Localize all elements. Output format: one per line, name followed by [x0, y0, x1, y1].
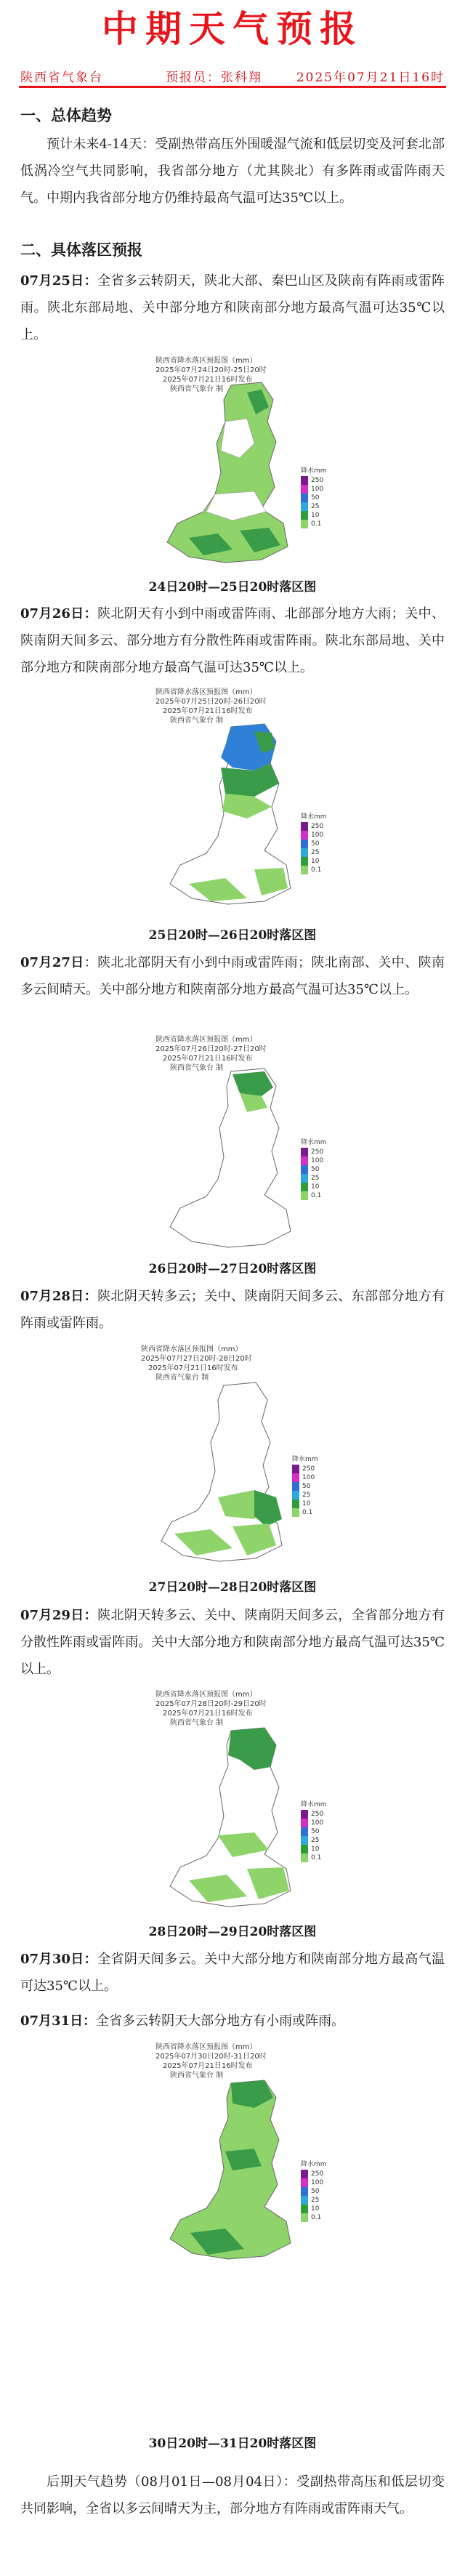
- map-legend: 降水mm 250 100 50 25 10 0.1: [301, 813, 327, 874]
- map-issue: 2025年07月21日16时发布: [163, 2062, 253, 2070]
- day-date: 07月28日：: [20, 1289, 98, 1304]
- header-divider: [19, 86, 446, 88]
- precip-map: [145, 2042, 334, 2275]
- day-date: 07月31日：: [20, 2013, 97, 2029]
- map-legend: [301, 465, 327, 528]
- map-legend: 降水mm 250 100 50 25 10 0.1: [301, 2161, 327, 2221]
- agency-label: 陕西省气象台: [20, 71, 103, 85]
- legend-row: 0.1: [301, 520, 327, 528]
- map-caption: 26日20时—27日20时落区图: [148, 1262, 317, 1276]
- day-text: 陕北阴天有小到中雨或雷阵雨、北部部分地方大雨；关中、陕南阴天间多云、部分地方有分散性阵雨或雷阵雨。陕北东部局地、关中部分地方和陕南部分地方最高气温可达35℃以上。: [20, 606, 445, 675]
- day-text: 陕北阴天转多云、关中、陕南阴天间多云，全省部分地方有分散性阵雨或雷阵雨。关中大部分地方和陕南部分地方最高气温可达35℃以上。: [20, 1608, 445, 1677]
- map-caption: 28日20时—29日20时落区图: [148, 1925, 317, 1939]
- map-caption: 25日20时—26日20时落区图: [148, 928, 317, 943]
- map-legend: 降水mm 250 100 50 25 10 0.1: [301, 1801, 327, 1861]
- header-meta: [20, 67, 445, 84]
- day-paragraph: [20, 2008, 445, 2034]
- outlook-paragraph: [20, 2468, 445, 2522]
- day-text: 全省多云转阴天，陕北大部、秦巴山区及陕南有阵雨或雷阵雨。陕北东部局地、关中部分地方和陕南部分地方最高气温可达35℃以上。: [20, 273, 445, 342]
- precip-map: [145, 1035, 334, 1253]
- map-period: 2025年07月28日20时-29日20时: [155, 1700, 267, 1708]
- map-agency: 陕西省气象台 制: [170, 1719, 224, 1727]
- map-issue: 2025年07月21日16时发布: [163, 707, 253, 715]
- map-title: 陕西省降水落区预报图（mm）: [155, 1691, 257, 1699]
- map-agency: 陕西省气象台 制: [170, 717, 224, 725]
- day-date: 07月29日：: [20, 1608, 98, 1623]
- map-legend: 降水mm 250 100 50 25 10 0.1: [292, 1456, 318, 1516]
- precip-map: [145, 688, 334, 920]
- map-issue: 2025年07月21日16时发布: [163, 1710, 253, 1718]
- day-paragraph: [20, 600, 445, 681]
- day-date: 07月27日: [20, 955, 84, 970]
- map-caption: 24日20时—25日20时落区图: [148, 580, 317, 595]
- map-agency: 陕西省气象台 制: [170, 385, 224, 393]
- day-text: 陕北阴天转多云；关中、陕南阴天间多云、东部部分地方有阵雨或雷阵雨。: [20, 1289, 445, 1331]
- shaanxi-map-26: [145, 688, 334, 920]
- precip-map: [145, 1690, 334, 1915]
- outlook-label: 后期天气趋势（08月01日—08月04日）：: [46, 2474, 297, 2490]
- page-title: 中期天气预报: [102, 7, 363, 50]
- legend-unit: 降水mm: [301, 467, 327, 475]
- map-title: 陕西省降水落区预报图（mm）: [155, 688, 257, 696]
- section-heading-areas: 二、具体落区预报: [20, 241, 142, 259]
- day-text: ：陕北北部阴天有小到中雨或雷阵雨；陕北南部、关中、陕南多云间晴天。关中部分地方和陕南部分地方最高气温可达35℃以上。: [20, 955, 445, 997]
- day-paragraph: [20, 949, 445, 1003]
- map-period: 2025年07月24日20时-25日20时: [155, 366, 267, 374]
- legend-row: 25: [301, 502, 327, 511]
- map-title: 陕西省降水落区预报图（mm）: [155, 1036, 257, 1044]
- day-paragraph: [20, 1602, 445, 1683]
- day-text: 全省多云转阴天大部分地方有小雨或阵雨。: [96, 2013, 345, 2029]
- map-period: 2025年07月26日20时-27日20时: [155, 1045, 267, 1053]
- map-period: 2025年07月25日20时-26日20时: [155, 698, 267, 706]
- issue-time: 2025年07月21日16时: [296, 71, 445, 85]
- map-agency: 陕西省气象台 制: [170, 2072, 224, 2080]
- day-date: 07月26日：: [20, 606, 98, 621]
- legend-row: 50: [301, 494, 327, 502]
- day-paragraph: [20, 1283, 445, 1337]
- map-title: 陕西省降水落区预报图（mm）: [155, 2043, 257, 2051]
- map-period: 2025年07月27日20时-28日20时: [141, 1355, 252, 1363]
- map-title: 陕西省降水落区预报图（mm）: [155, 357, 257, 365]
- trend-paragraph: 预计未来4-14天：受副热带高压外围暖湿气流和低层切变及河套北部低涡冷空气共同影响，我省部分地方（尤其陕北）有多阵雨或雷阵雨天气。中期内我省部分地方仍维持最高气温可达35℃以上。: [20, 137, 445, 206]
- map-caption: 27日20时—28日20时落区图: [148, 1580, 317, 1595]
- day-date: 07月30日：: [20, 1952, 98, 1967]
- map-issue: 2025年07月21日16时发布: [163, 1055, 253, 1063]
- forecaster-label: 预报员：张科翔: [166, 71, 262, 85]
- legend-row: 250: [301, 476, 327, 485]
- map-agency: 陕西省气象台 制: [170, 1064, 224, 1072]
- precip-map: [131, 1345, 327, 1570]
- map-agency: 陕西省气象台 制: [155, 1374, 209, 1382]
- map-period: 2025年07月30日20时-31日20时: [155, 2053, 267, 2061]
- outlook-text: 受副热带高压和低层切变共同影响，全省以多云间晴天为主，部分地方有阵雨或雷阵雨天气。: [20, 2474, 445, 2516]
- map-issue: 2025年07月21日16时发布: [148, 1364, 238, 1372]
- day-paragraph: [20, 267, 445, 348]
- map-title: 陕西省降水落区预报图（mm）: [141, 1345, 243, 1353]
- legend-row: 10: [301, 511, 327, 520]
- map-caption: 30日20时—31日20时落区图: [148, 2436, 317, 2451]
- map-legend: 降水mm 250 100 50 25 10 0.1: [301, 1139, 327, 1199]
- legend-row: 100: [301, 485, 327, 494]
- day-paragraph: [20, 1946, 445, 2000]
- precip-map: [145, 356, 334, 574]
- section-heading-trend: 一、总体趋势: [20, 106, 112, 124]
- map-issue: 2025年07月21日16时发布: [163, 376, 253, 384]
- day-text: 全省阴天间多云。关中大部分地方和陕南部分地方最高气温可达35℃以上。: [20, 1952, 445, 1994]
- day-date: 07月25日：: [20, 273, 98, 289]
